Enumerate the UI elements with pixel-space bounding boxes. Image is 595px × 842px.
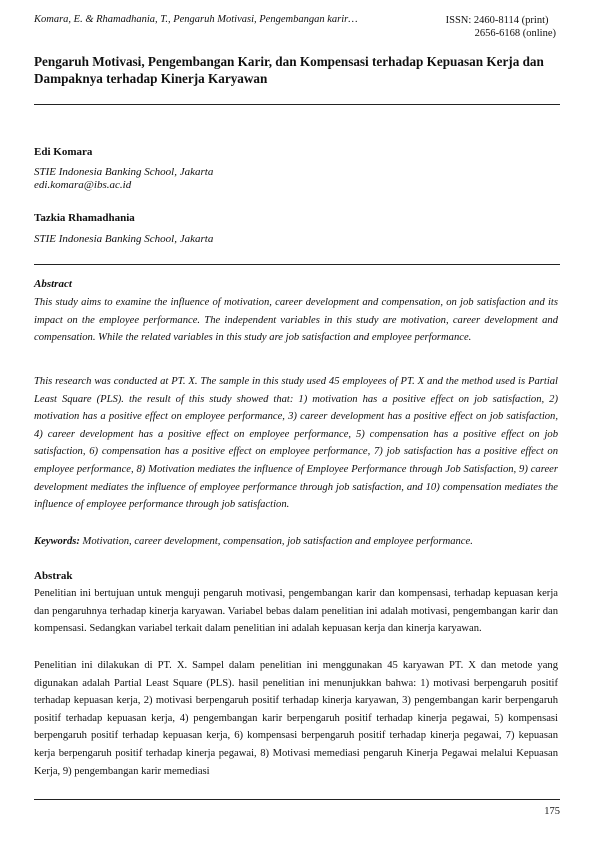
header-issn	[446, 14, 556, 40]
author-affiliation-2: STIE Indonesia Banking School, Jakarta	[34, 233, 214, 245]
abstract-paragraph-2: This research was conducted at PT. X. The sample in this study used 45 employees of PT. X and the method used is Partial Least Square (PLS). the result of this study showed that: 1) motivation has a positive effect on job satisfaction, 2) motivation has a positive effect on employee performance, 3) career development has a positive effect on job satisfaction, 4) career development has a positive effect on employee performance, 5) compensation has a positive effect on job satisfaction, 6) compensation has a positive effect on employee performance, 7) job satisfaction has a positive effect on employee performance, 8) Motivation mediates the influence of Employee Performance through Job Satisfaction, 9) career development mediates the influence of employee performance through job satisfaction, and 10) compensation mediates the influence of employee performance through job satisfaction.	[34, 376, 558, 511]
abstrak-paragraph-1: Penelitian ini bertujuan untuk menguji pengaruh motivasi, pengembangan karir dan kompensasi, terhadap kepuasan kerja dan pengaruhnya terhadap kinerja karyawan. Variabel bebas dalam penelitian ini adalah motivasi, pengembangan karir dan kompensasi. Sedangkan variabel terkait dalam penelitian ini adalah kepuasan kerja dan kinerja karyawan.	[34, 588, 558, 635]
abstract-keywords	[34, 533, 558, 551]
issn-online: 2656-6168 (online)	[474, 28, 556, 39]
affiliation-text: STIE Indonesia Banking School, Jakarta	[34, 166, 214, 178]
author-name-1: Edi Komara	[34, 146, 93, 158]
keywords-label: Keywords:	[34, 536, 80, 547]
page-number: 175	[544, 806, 560, 817]
header-citation: Komara, E. & Rhamadhania, T., Pengaruh Motivasi, Pengembangan karir…	[34, 14, 358, 25]
issn-print: ISSN: 2460-8114 (print)	[445, 15, 549, 26]
abstrak-heading: Abstrak	[34, 570, 73, 582]
author-affiliation-1	[34, 166, 213, 192]
author-divider	[34, 264, 560, 265]
author-email: edi.komara@ibs.ac.id	[34, 179, 132, 191]
paper-title: Pengaruh Motivasi, Pengembangan Karir, dan Kompensasi terhadap Kepuasan Kerja dan Dampaknya terhadap Kinerja Karyawan	[34, 54, 544, 86]
title-divider	[34, 104, 560, 105]
running-header	[34, 14, 560, 40]
abstrak-paragraph-2: Penelitian ini dilakukan di PT. X. Sampel dalam penelitian ini menggunakan 45 karyawan PT. X dan metode yang digunakan adalah Partial Least Square (PLS). hasil penelitian ini menunjukkan bahwa: 1) motivasi berpengaruh positif terhadap kepuasan kerja, 2) motivasi berpengaruh positif terhadap kinerja karyawan, 3) pengembangan karir berpengaruh positif terhadap kepuasan kerja, 4) pengembangan karir berpengaruh positif terhadap kinerja pegawai, 5) kompensasi berpengaruh positif terhadap kepuasan kerja, 6) kompensasi berpengaruh positif terhadap kinerja pegawai, 7) kepuasan kerja berpengaruh positif terhadap kinerja pegawai, 8) Motivasi memediasi pengaruh Kinerja Pegawai melalui Kepuasan Kerja, 9) pengembangan karir memediasi	[34, 660, 558, 777]
keywords-text: Motivation, career development, compensation, job satisfaction and employee performance.	[79, 536, 473, 547]
footer-divider	[34, 799, 560, 800]
abstract-heading: Abstract	[34, 278, 72, 290]
author-name-2: Tazkia Rhamadhania	[34, 212, 135, 224]
abstract-paragraph-1: This study aims to examine the influence of motivation, career development and compensation, on job satisfaction and its impact on the employee performance. The independent variables in this study are motivation, career development and compensation. While the related variables in this study are job satisfaction and employee performance.	[34, 297, 558, 344]
